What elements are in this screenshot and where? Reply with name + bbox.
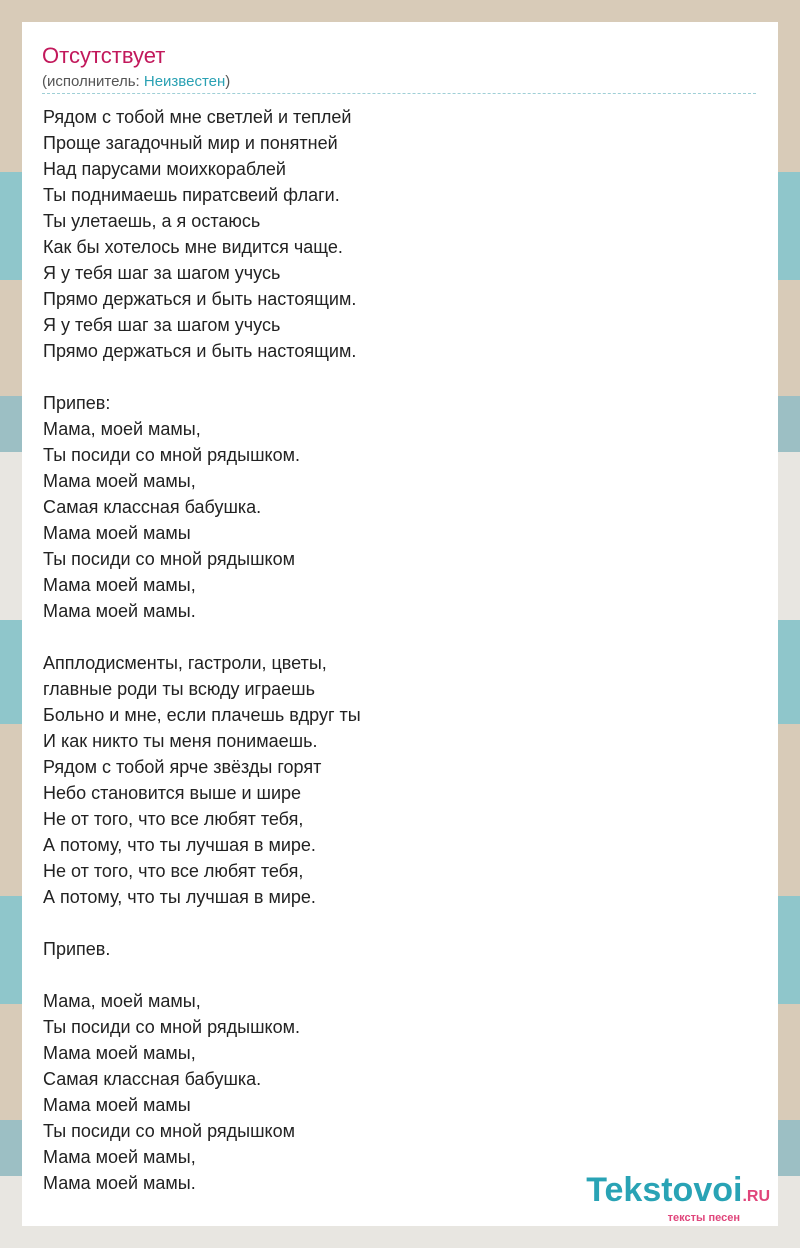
lyric-line: Небо становится выше и шире: [43, 783, 302, 803]
divider: [42, 93, 756, 94]
song-title: Отсутствует: [42, 43, 166, 68]
lyric-line: Мама моей мамы.: [43, 601, 196, 621]
lyric-line: Мама моей мамы,: [43, 575, 196, 595]
artist-line: [42, 72, 230, 92]
lyrics-card: [22, 22, 778, 1226]
lyric-line: [43, 364, 763, 390]
lyric-line: Проще загадочный мир и понятней: [43, 133, 338, 153]
logo-wordmark: [586, 1173, 770, 1214]
lyric-line: [43, 962, 763, 988]
lyric-line: Мама моей мамы,: [43, 1147, 196, 1167]
artist-suffix: ): [225, 73, 231, 90]
lyric-line: Самая классная бабушка.: [43, 497, 262, 517]
lyric-line: Мама, моей мамы,: [43, 991, 201, 1011]
lyric-line: Над парусами моихкораблей: [43, 159, 286, 179]
lyric-line: Мама моей мамы,: [43, 471, 196, 491]
lyric-line: Мама моей мамы,: [43, 1043, 196, 1063]
lyric-line: Не от того, что все любят тебя,: [43, 861, 304, 881]
artist-link[interactable]: Неизвестен: [143, 73, 226, 90]
lyric-line: Апплодисменты, гастроли, цветы,: [43, 653, 327, 673]
site-logo[interactable]: [586, 1173, 770, 1224]
logo-tld: .RU: [742, 1188, 770, 1205]
lyric-line: Я у тебя шаг за шагом учусь: [43, 315, 281, 335]
lyric-line: А потому, что ты лучшая в мире.: [43, 835, 316, 855]
lyric-line: Я у тебя шаг за шагом учусь: [43, 263, 281, 283]
lyric-line: Припев:: [43, 393, 111, 413]
lyric-line: [43, 624, 763, 650]
lyric-line: Прямо держаться и быть настоящим.: [43, 341, 357, 361]
lyric-line: Как бы хотелось мне видится чаще.: [43, 237, 343, 257]
lyric-line: [43, 910, 763, 936]
lyric-line: Мама моей мамы.: [43, 1173, 196, 1193]
lyric-line: Мама, моей мамы,: [43, 419, 201, 439]
lyric-line: А потому, что ты лучшая в мире.: [43, 887, 316, 907]
logo-name: Tekstovoi: [586, 1171, 743, 1209]
lyric-line: Самая классная бабушка.: [43, 1069, 262, 1089]
lyric-line: главные роди ты всюду играешь: [43, 679, 315, 699]
lyrics-text: [43, 104, 763, 1196]
lyric-line: Припев.: [43, 939, 111, 959]
lyric-line: Рядом с тобой ярче звёзды горят: [43, 757, 322, 777]
lyric-line: Мама моей мамы: [43, 523, 191, 543]
artist-prefix: (исполнитель:: [42, 73, 144, 90]
lyric-line: Мама моей мамы: [43, 1095, 191, 1115]
lyric-line: Прямо держаться и быть настоящим.: [43, 289, 357, 309]
lyric-line: Ты поднимаешь пиратсвеий флаги.: [43, 185, 340, 205]
lyric-line: Ты посиди со мной рядышком: [43, 1121, 296, 1141]
lyric-line: Больно и мне, если плачешь вдруг ты: [43, 705, 361, 725]
logo-tagline: тексты песен: [667, 1212, 740, 1224]
lyric-line: Ты улетаешь, а я остаюсь: [43, 211, 261, 231]
lyric-line: И как никто ты меня понимаешь.: [43, 731, 318, 751]
lyric-line: Ты посиди со мной рядышком.: [43, 1017, 301, 1037]
lyric-line: Не от того, что все любят тебя,: [43, 809, 304, 829]
lyric-line: Ты посиди со мной рядышком: [43, 549, 296, 569]
lyric-line: Рядом с тобой мне светлей и теплей: [43, 107, 352, 127]
lyric-line: Ты посиди со мной рядышком.: [43, 445, 301, 465]
